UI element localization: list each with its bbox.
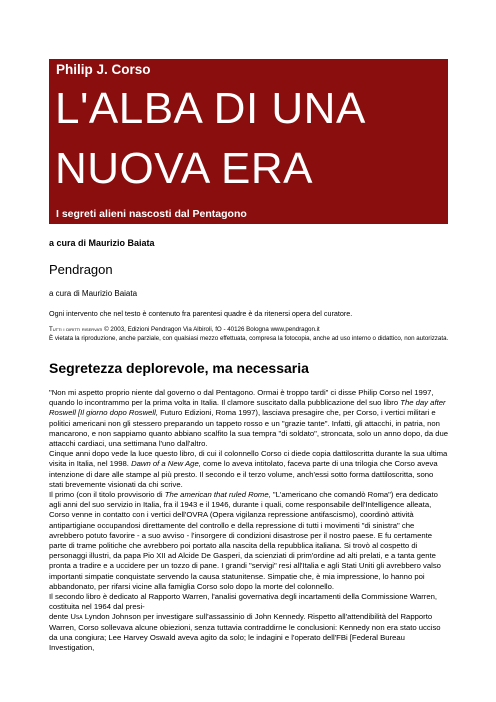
rights-text: © 2003, Edizioni Pendragon Via Albiroli, fO - 40126 Bologna www.pendragon.it (102, 326, 320, 333)
paragraph-4 (49, 592, 449, 653)
p1-text-b: Futuro Edizioni, Roma 1997), lasciava presagire che, per Corso, i vertici militari e politici americani non gli stessero preparando un tappeto rosso e un "grazie tante". Infatti, gli attacchi, in patria, non mancarono, e non sappiamo quanto abbiano scalfito la sua tempra "di soldato", stroncata, solo un anno dopo, da due attacchi cardiaci, una settimana l'uno dall'altro. (49, 408, 449, 449)
chapter-heading: Segretezza deplorevole, ma necessaria (49, 360, 309, 376)
copyright-line-2: È vietata la riproduzione, anche parziale, con qualsiasi mezzo effettuata, compresa la fotocopia, anche ad uso interno o didattico, non autorizzata. (49, 334, 449, 342)
p3-text-a: Il primo (con il titolo provvisorio di (49, 490, 165, 500)
p1-text-a: "Non mi aspetto proprio niente dal governo o dal Pentagono. Ormai è troppo tardi" ci disse Philip Corso nel 1997, quando lo incontrammo per la prima volta in Italia. Il clamore suscitato dalla pubblicazione del suo libro (49, 388, 434, 408)
copyright-notice (49, 326, 449, 343)
p4-text-a: Il secondo libro è dedicato al Rapporto Warren, l'analisi governativa degli incartamenti della Commissione Warren, costituita nel 1964 dal presi- (49, 592, 438, 612)
publisher-name: Pendragon (49, 262, 113, 277)
book-cover-banner (49, 59, 448, 224)
cover-author: Philip J. Corso (56, 62, 151, 77)
curator-credit-bold: a cura di Maurizio Baiata (49, 238, 155, 248)
p2-italic-title: Dawn of a New Age, (131, 459, 201, 469)
p1-italic-title: The day after Roswell [Il giorno dopo Roswell, (49, 398, 446, 418)
paragraph-2 (49, 449, 449, 490)
rights-smallcaps: Tutti i diritti riservati (49, 326, 103, 333)
copyright-line-1 (49, 326, 449, 335)
p4-text-c: Lyndon Johnson per investigare sull'assassinio di John Kennedy. Rispetto all'attendibilità del Rapporto Warren, Corso sollevava alcune obiezioni, senza tuttavia contraddirne le conclusioni: Kennedy non era stato ucciso da una congiura; Lee Harvey Oswald aveva agito da solo; le indagini e l'operato dell'FBi [Federal Bureau Investigation, (49, 612, 441, 653)
p3-italic-title: The american that ruled Rome, (164, 490, 271, 500)
p4-text-b: dente (49, 612, 71, 622)
editorial-note: Ogni intervento che nel testo è contenuto fra parentesi quadre è da ritenersi opera del curatore. (49, 309, 353, 318)
cover-subtitle: I segreti alieni nascosti dal Pentagono (56, 208, 247, 220)
cover-title-line-2: NUOVA ERA (55, 144, 313, 193)
p3-text-b: "L'americano che comandò Roma") era dedicato agli anni del suo servizio in Italia, fra il 1943 e il 1946, durante i quali, come responsabile dell'Intelligence alleata, Corso venne in contatto con i vertici dell'OVRA (Opera vigilanza repressione antifascismo), coordinò attività antipartigiane occupandosi direttamente del controllo e della repressione di tutti i movimenti "di sinistra" che avrebbero potuto favorire - a suo avviso - l'insorgere di condizioni disastrose per il nostro paese. E fu certamente parte di trame politiche che avrebbero poi portato alla nascita della repubblica italiana. Si trovò al cospetto di personaggi illustri, da papa Pio XII ad Alcide De Gasperi, da scienziati di prim'ordine ad alti prelati, e a tanta gente pronta a tradire e a uccidere per un tozzo di pane. I grandi "servigi" resi all'Italia e agli Stati Uniti gli avrebbero valso importanti simpatie conquistate servendo la causa statunitense. Simpatie che, è mia impressione, lo hanno poi abbandonato, per rifarsi vicine alla famiglia Corso solo dopo la morte del colonnello. (49, 490, 441, 591)
paragraph-3 (49, 490, 449, 592)
p2-text-b: come lo aveva intitolato, faceva parte di una trilogia che Corso aveva intenzione di dare alle stampe al più presto. Il secondo e il terzo volume, anch'essi sotto forma dattiloscritta, sono stati brevemente visionati da chi scrive. (49, 459, 438, 489)
paragraph-1 (49, 388, 449, 449)
curator-credit: a cura di Maurizio Baiata (49, 289, 138, 298)
p4-smallcaps: Usa (70, 612, 83, 622)
p2-text-a: Cinque anni dopo vede la luce questo libro, di cui il colonnello Corso ci diede copia dattiloscritta durante la sua ultima visita in Italia, nel 1998. (49, 449, 448, 469)
cover-title-line-1: L'ALBA DI UNA (55, 84, 366, 133)
chapter-body (49, 388, 449, 653)
